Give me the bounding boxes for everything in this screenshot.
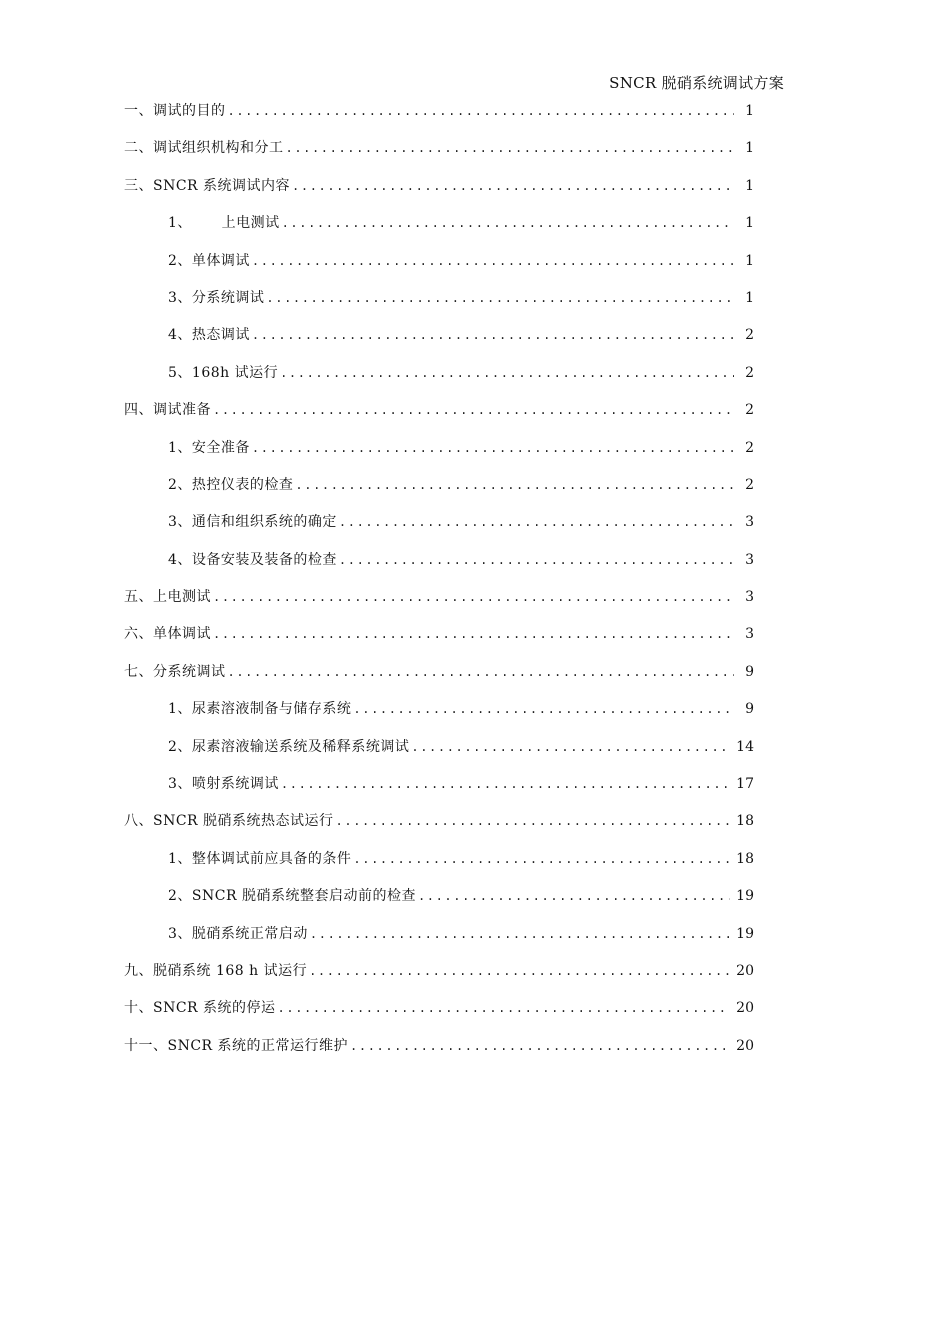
toc-subentry[interactable] <box>124 774 754 811</box>
toc-entry-title: 1、尿素溶液制备与储存系统 <box>168 701 352 718</box>
dot-leader <box>252 438 734 458</box>
toc-entry-page: 3 <box>745 551 754 568</box>
toc-entry-page: 18 <box>736 813 754 830</box>
toc-entry-page: 2 <box>745 439 754 456</box>
dot-leader <box>418 886 730 906</box>
dot-leader <box>350 1036 730 1056</box>
toc-entry-page: 1 <box>745 103 754 119</box>
toc-entry[interactable] <box>124 998 754 1035</box>
toc-entry-page: 1 <box>745 215 754 232</box>
toc-subentry[interactable] <box>124 550 754 587</box>
toc-entry-title: 2、热控仪表的检查 <box>168 476 294 493</box>
toc-entry-title: 十、SNCR 系统的停运 <box>124 1000 276 1017</box>
dot-leader <box>309 961 730 981</box>
toc-entry[interactable] <box>124 101 754 138</box>
toc-subentry[interactable] <box>124 512 754 549</box>
toc-subentry[interactable] <box>124 886 754 923</box>
dot-leader <box>213 400 734 420</box>
toc-entry-page: 20 <box>736 1000 754 1017</box>
toc-entry-page: 19 <box>736 925 754 942</box>
toc-entry[interactable] <box>124 624 754 661</box>
toc-entry-title: 5、168h 试运行 <box>168 364 279 381</box>
dot-leader <box>266 288 734 308</box>
toc-subentry[interactable] <box>124 288 754 325</box>
toc-entry-title: 3、分系统调试 <box>168 289 265 306</box>
dot-leader <box>353 849 730 869</box>
toc-subentry[interactable] <box>124 849 754 886</box>
toc-subentry[interactable] <box>124 363 754 400</box>
dot-leader <box>252 251 734 271</box>
dot-leader <box>228 662 735 682</box>
dot-leader <box>252 325 734 345</box>
toc-subentry[interactable] <box>124 251 754 288</box>
dot-leader <box>353 699 734 719</box>
dot-leader <box>286 138 735 158</box>
toc-entry-title: 4、热态调试 <box>168 327 250 344</box>
toc-entry-page: 1 <box>745 140 754 157</box>
toc-entry[interactable] <box>124 176 754 213</box>
toc-entry-title: 3、通信和组织系统的确定 <box>168 514 337 531</box>
dot-leader <box>339 550 734 570</box>
toc-entry-title: 1、 上电测试 <box>168 215 280 232</box>
toc-entry[interactable] <box>124 662 754 699</box>
toc-subentry[interactable] <box>124 438 754 475</box>
toc-entry-title: 4、设备安装及装备的检查 <box>168 551 337 568</box>
toc-entry-title: 一、调试的目的 <box>124 103 226 119</box>
toc-entry-title: 1、安全准备 <box>168 439 250 456</box>
dot-leader <box>280 363 734 383</box>
toc-entry[interactable] <box>124 400 754 437</box>
toc-entry[interactable] <box>124 1036 754 1073</box>
toc-entry[interactable] <box>124 138 754 175</box>
toc-entry-title: 1、整体调试前应具备的条件 <box>168 850 352 867</box>
toc-entry-page: 3 <box>745 589 754 606</box>
toc-entry-page: 1 <box>745 177 754 194</box>
dot-leader <box>411 737 730 757</box>
toc-entry-title: 五、上电测试 <box>124 589 211 606</box>
toc-entry-page: 9 <box>745 663 754 680</box>
dot-leader <box>282 213 734 233</box>
toc-entry-title: 三、SNCR 系统调试内容 <box>124 177 291 194</box>
toc-entry-title: 2、SNCR 脱硝系统整套启动前的检查 <box>168 888 416 905</box>
toc-entry-page: 14 <box>736 738 754 755</box>
toc-entry-page: 2 <box>745 327 754 344</box>
toc-entry-title: 2、尿素溶液输送系统及稀释系统调试 <box>168 738 410 755</box>
toc-entry-page: 1 <box>745 252 754 269</box>
dot-leader <box>339 512 734 532</box>
toc-subentry[interactable] <box>124 699 754 736</box>
toc-entry-page: 9 <box>745 701 754 718</box>
toc-subentry[interactable] <box>124 213 754 250</box>
dot-leader <box>295 475 734 495</box>
dot-leader <box>278 998 731 1018</box>
toc-entry-page: 2 <box>745 476 754 493</box>
toc-entry-title: 六、单体调试 <box>124 626 211 643</box>
toc-entry[interactable] <box>124 811 754 848</box>
toc-entry-title: 十一、SNCR 系统的正常运行维护 <box>124 1037 349 1054</box>
page-header-title: SNCR 脱硝系统调试方案 <box>609 74 784 92</box>
toc-entry[interactable] <box>124 961 754 998</box>
toc-entry-title: 二、调试组织机构和分工 <box>124 140 284 157</box>
dot-leader <box>336 811 731 831</box>
toc-entry[interactable] <box>124 587 754 624</box>
toc-subentry[interactable] <box>124 325 754 362</box>
toc-entry-page: 20 <box>736 1037 754 1054</box>
dot-leader <box>213 624 734 644</box>
toc-entry-page: 20 <box>736 962 754 979</box>
dot-leader <box>292 176 734 196</box>
toc-entry-title: 3、喷射系统调试 <box>168 776 279 793</box>
toc-entry-title: 2、单体调试 <box>168 252 250 269</box>
dot-leader <box>213 587 734 607</box>
toc-entry-page: 17 <box>736 776 754 793</box>
toc-entry-page: 19 <box>736 888 754 905</box>
toc-subentry[interactable] <box>124 924 754 961</box>
toc-entry-page: 18 <box>736 850 754 867</box>
toc-entry-title: 四、调试准备 <box>124 402 211 419</box>
toc-subentry[interactable] <box>124 737 754 774</box>
toc-entry-page: 3 <box>745 626 754 643</box>
toc-entry-title: 七、分系统调试 <box>124 663 226 680</box>
toc-entry-page: 2 <box>745 364 754 381</box>
dot-leader <box>228 101 735 121</box>
toc-entry-page: 2 <box>745 402 754 419</box>
toc-entry-page: 1 <box>745 289 754 306</box>
toc-entry-title: 3、脱硝系统正常启动 <box>168 925 308 942</box>
toc-entry-title: 八、SNCR 脱硝系统热态试运行 <box>124 813 334 830</box>
dot-leader <box>281 774 730 794</box>
toc-subentry[interactable] <box>124 475 754 512</box>
toc-entry-title: 九、脱硝系统 168 h 试运行 <box>124 962 308 979</box>
toc-entry-page: 3 <box>745 514 754 531</box>
table-of-contents <box>124 101 754 1073</box>
dot-leader <box>310 924 730 944</box>
